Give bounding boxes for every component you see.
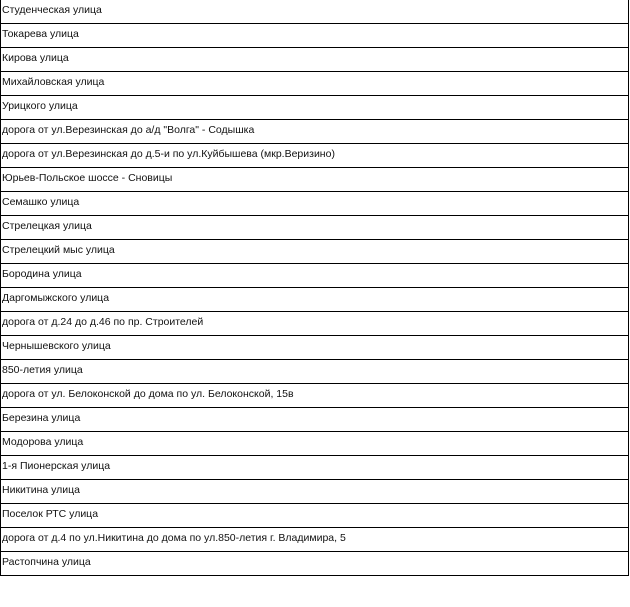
table-row (1, 120, 629, 144)
table-row (1, 552, 629, 576)
table-row (1, 288, 629, 312)
table-row (1, 408, 629, 432)
street-name-cell: Студенческая улица (1, 0, 629, 24)
table-row (1, 432, 629, 456)
table-row (1, 72, 629, 96)
table-row (1, 456, 629, 480)
street-name-cell: Растопчина улица (1, 552, 629, 576)
table-row (1, 192, 629, 216)
street-name-cell: Семашко улица (1, 192, 629, 216)
table-row (1, 504, 629, 528)
street-name-cell: 1-я Пионерская улица (1, 456, 629, 480)
street-name-cell: дорога от ул. Белоконской до дома по ул. Белоконской, 15в (1, 384, 629, 408)
street-list-body (1, 0, 629, 576)
table-row (1, 168, 629, 192)
table-row (1, 336, 629, 360)
table-row (1, 360, 629, 384)
street-name-cell: дорога от ул.Верезинская до д.5-и по ул.Куйбышева (мкр.Веризино) (1, 144, 629, 168)
table-row (1, 480, 629, 504)
street-name-cell: дорога от д.4 по ул.Никитина до дома по ул.850-летия г. Владимира, 5 (1, 528, 629, 552)
table-row (1, 96, 629, 120)
street-name-cell: дорога от ул.Верезинская до а/д "Волга" - Содышка (1, 120, 629, 144)
street-name-cell: 850-летия улица (1, 360, 629, 384)
street-name-cell: Даргомыжского улица (1, 288, 629, 312)
street-name-cell: Юрьев-Польское шоссе - Сновицы (1, 168, 629, 192)
table-row (1, 528, 629, 552)
table-row (1, 312, 629, 336)
street-name-cell: Березина улица (1, 408, 629, 432)
table-row (1, 144, 629, 168)
street-name-cell: дорога от д.24 до д.46 по пр. Строителей (1, 312, 629, 336)
table-row (1, 384, 629, 408)
street-name-cell: Чернышевского улица (1, 336, 629, 360)
street-name-cell: Стрелецкий мыс улица (1, 240, 629, 264)
table-row (1, 240, 629, 264)
street-name-cell: Стрелецкая улица (1, 216, 629, 240)
street-name-cell: Кирова улица (1, 48, 629, 72)
table-row (1, 24, 629, 48)
street-name-cell: Поселок РТС улица (1, 504, 629, 528)
table-row (1, 264, 629, 288)
street-name-cell: Токарева улица (1, 24, 629, 48)
street-name-cell: Михайловская улица (1, 72, 629, 96)
street-name-cell: Бородина улица (1, 264, 629, 288)
table-row (1, 0, 629, 24)
street-name-cell: Модорова улица (1, 432, 629, 456)
street-name-cell: Урицкого улица (1, 96, 629, 120)
table-row (1, 48, 629, 72)
table-row (1, 216, 629, 240)
street-name-cell: Никитина улица (1, 480, 629, 504)
